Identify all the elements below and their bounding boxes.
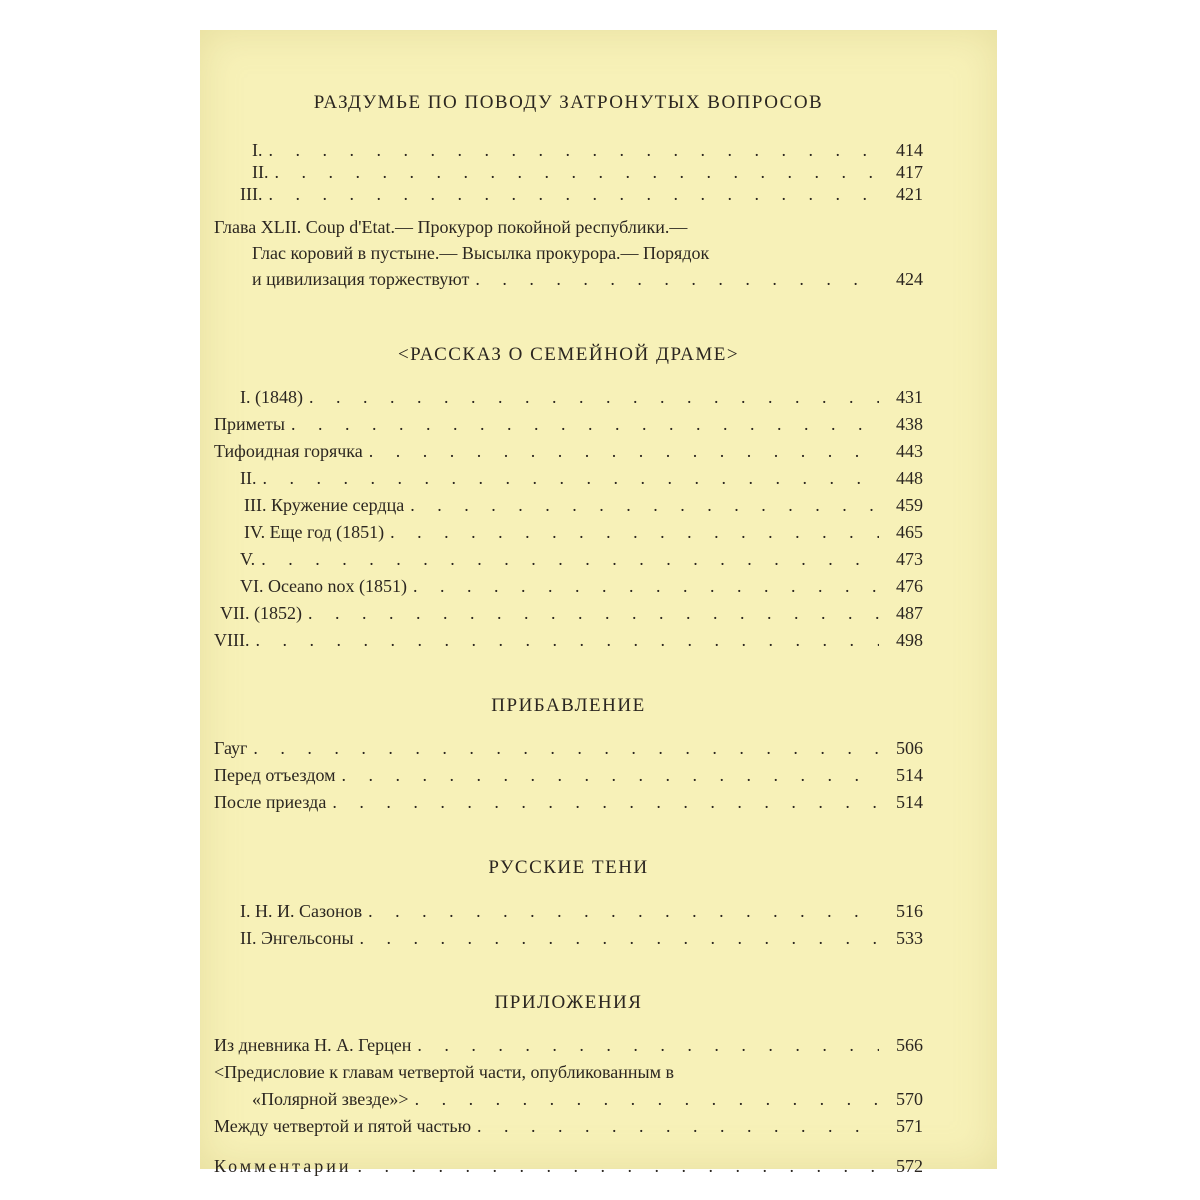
entry-page: 487 bbox=[896, 603, 923, 623]
entry-page: 516 bbox=[896, 901, 923, 921]
entry-page: 414 bbox=[896, 140, 923, 160]
entry-page: 431 bbox=[896, 387, 923, 407]
entry-page: 514 bbox=[896, 792, 923, 812]
entry-title: I. Н. И. Сазонов bbox=[240, 901, 363, 921]
entry-page: 533 bbox=[896, 928, 923, 948]
entry-title: «Полярной звезде»> bbox=[252, 1089, 409, 1109]
entry-title: I. (1848) bbox=[240, 387, 303, 407]
dot-leader bbox=[475, 267, 879, 292]
entry-title: Приметы bbox=[214, 414, 285, 434]
dot-leader bbox=[268, 182, 879, 207]
dot-leader bbox=[477, 1114, 879, 1139]
toc-entry bbox=[214, 267, 923, 292]
dot-leader bbox=[255, 628, 879, 653]
chapter-line: Глас коровий в пустыне.— Высылка прокурора.— Порядок bbox=[252, 243, 710, 263]
toc-entry bbox=[214, 1033, 923, 1058]
entry-title: II. Энгельсоны bbox=[240, 928, 354, 948]
entry-page: 473 bbox=[896, 549, 923, 569]
dot-leader bbox=[358, 1154, 879, 1179]
toc-entry bbox=[214, 574, 923, 599]
entry-page: 448 bbox=[896, 468, 923, 488]
entry-title: Гауг bbox=[214, 738, 248, 758]
entry-page: 498 bbox=[896, 630, 923, 650]
toc-entry bbox=[214, 385, 923, 410]
toc-entry bbox=[214, 736, 923, 761]
entry-title: III. bbox=[240, 184, 263, 204]
dot-leader bbox=[263, 466, 880, 491]
entry-title: Комментарии bbox=[214, 1156, 352, 1176]
toc-entry bbox=[214, 493, 923, 518]
entry-page: 506 bbox=[896, 738, 923, 758]
section-heading: ПРИЛОЖЕНИЯ bbox=[494, 992, 643, 1013]
dot-leader bbox=[360, 926, 879, 951]
entry-page: 572 bbox=[896, 1156, 923, 1176]
entry-page: 424 bbox=[896, 269, 923, 289]
book-page bbox=[200, 30, 997, 1176]
entry-title: Перед отъездом bbox=[214, 765, 336, 785]
toc-entry bbox=[214, 466, 923, 491]
entry-title: VI. Oceano nox (1851) bbox=[240, 576, 407, 596]
dot-leader bbox=[261, 547, 879, 572]
entry-title: VII. (1852) bbox=[220, 603, 302, 623]
toc-entry bbox=[214, 439, 923, 464]
entry-title: Тифоидная горячка bbox=[214, 441, 363, 461]
dot-leader bbox=[413, 574, 879, 599]
entry-page: 438 bbox=[896, 414, 923, 434]
dot-leader bbox=[308, 601, 879, 626]
dot-leader bbox=[415, 1087, 879, 1112]
entry-title: III. Кружение сердца bbox=[244, 495, 405, 515]
entry-page: 566 bbox=[896, 1035, 923, 1055]
entry-page: 421 bbox=[896, 184, 923, 204]
toc-entry bbox=[214, 412, 923, 437]
entry-page: 465 bbox=[896, 522, 923, 542]
dot-leader bbox=[417, 1033, 879, 1058]
section-heading: ПРИБАВЛЕНИЕ bbox=[491, 695, 646, 716]
entry-title: I. bbox=[252, 140, 263, 160]
entry-title: и цивилизация торжествуют bbox=[252, 269, 470, 289]
dot-leader bbox=[309, 385, 879, 410]
entry-title: IV. Еще год (1851) bbox=[244, 522, 385, 542]
entry-title: После приезда bbox=[214, 792, 327, 812]
dot-leader bbox=[332, 790, 879, 815]
toc-entry bbox=[214, 182, 923, 207]
entry-page: 459 bbox=[896, 495, 923, 515]
dot-leader bbox=[291, 412, 879, 437]
toc-entry bbox=[214, 926, 923, 951]
section-heading: <РАССКАЗ О СЕМЕЙНОЙ ДРАМЕ> bbox=[397, 344, 740, 365]
entry-title: II. bbox=[240, 468, 257, 488]
toc-entry bbox=[214, 628, 923, 653]
dot-leader bbox=[342, 763, 879, 788]
toc-entry bbox=[214, 1087, 923, 1112]
toc-entry bbox=[214, 1114, 923, 1139]
dot-leader bbox=[369, 439, 879, 464]
entry-title: VIII. bbox=[214, 630, 250, 650]
entry-page: 476 bbox=[896, 576, 923, 596]
dot-leader bbox=[253, 736, 879, 761]
preface-line: <Предисловие к главам четвертой части, опубликованным в bbox=[214, 1062, 675, 1082]
toc-entry bbox=[214, 790, 923, 815]
dot-leader bbox=[390, 520, 879, 545]
dot-leader bbox=[368, 899, 879, 924]
toc-entry bbox=[214, 763, 923, 788]
entry-title: V. bbox=[240, 549, 256, 569]
dot-leader bbox=[410, 493, 879, 518]
chapter-line: Глава XLII. Coup d'Etat.— Прокурор покойной республики.— bbox=[214, 217, 688, 237]
toc-entry bbox=[214, 601, 923, 626]
entry-page: 571 bbox=[896, 1116, 923, 1136]
section-heading: РУССКИЕ ТЕНИ bbox=[488, 857, 649, 878]
entry-title: II. bbox=[252, 162, 269, 182]
entry-title: Из дневника Н. А. Герцен bbox=[214, 1035, 412, 1055]
entry-page: 570 bbox=[896, 1089, 923, 1109]
section-heading: РАЗДУМЬЕ ПО ПОВОДУ ЗАТРОНУТЫХ ВОПРОСОВ bbox=[313, 92, 824, 113]
entry-page: 514 bbox=[896, 765, 923, 785]
toc-entry bbox=[214, 1154, 923, 1179]
toc-entry bbox=[214, 520, 923, 545]
entry-page: 443 bbox=[896, 441, 923, 461]
entry-page: 417 bbox=[896, 162, 923, 182]
toc-entry bbox=[214, 899, 923, 924]
entry-title: Между четвертой и пятой частью bbox=[214, 1116, 472, 1136]
toc-entry bbox=[214, 547, 923, 572]
